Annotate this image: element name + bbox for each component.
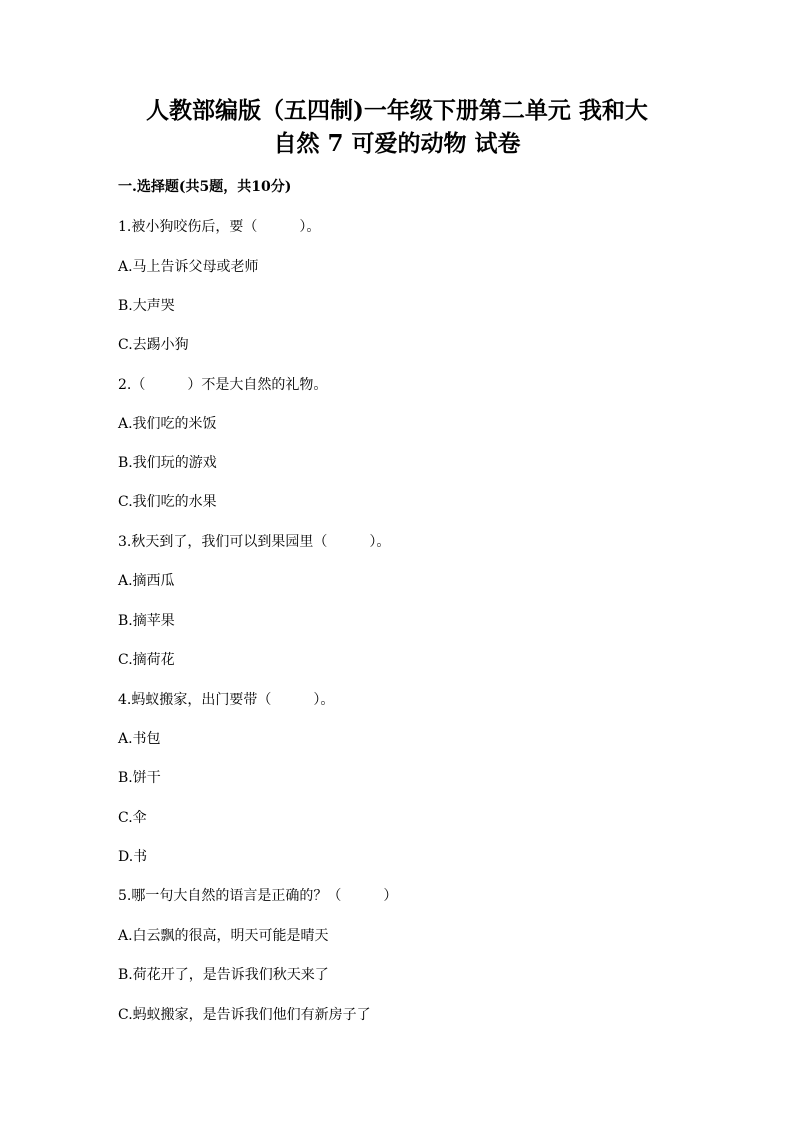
- question-3-stem: 3.秋天到了，我们可以到果园里（ ）。: [118, 534, 391, 550]
- question-4-option-b: B.饼干: [118, 770, 161, 786]
- question-1-option-b: B.大声哭: [118, 298, 175, 314]
- question-2-option-c: C.我们吃的水果: [118, 494, 217, 510]
- document-title-line-2: 自然 7 可爱的动物 试卷: [273, 130, 521, 157]
- question-2-option-b: B.我们玩的游戏: [118, 455, 217, 471]
- question-2-option-a: A.我们吃的米饭: [118, 416, 217, 432]
- question-3-option-a: A.摘西瓜: [118, 573, 175, 589]
- question-5-option-b: B.荷花开了，是告诉我们秋天来了: [118, 967, 329, 983]
- question-3-option-b: B.摘苹果: [118, 613, 175, 629]
- question-1-option-c: C.去踢小狗: [118, 337, 189, 353]
- question-1-option-a: A.马上告诉父母或老师: [118, 259, 259, 275]
- question-1-stem: 1.被小狗咬伤后，要（ ）。: [118, 219, 321, 235]
- question-2-stem: 2.（ ）不是大自然的礼物。: [118, 377, 328, 393]
- question-4-option-d: D.书: [118, 849, 148, 865]
- document-title-line-1: 人教部编版（五四制)一年级下册第二单元 我和大: [146, 97, 648, 124]
- question-5-option-a: A.白云飘的很高，明天可能是晴天: [118, 928, 329, 944]
- question-4-stem: 4.蚂蚁搬家，出门要带（ ）。: [118, 692, 335, 708]
- question-4-option-c: C.伞: [118, 810, 147, 826]
- section-heading: 一.选择题(共5题，共10分): [118, 179, 292, 195]
- question-5-option-c: C.蚂蚁搬家，是告诉我们他们有新房子了: [118, 1007, 371, 1023]
- question-3-option-c: C.摘荷花: [118, 652, 175, 668]
- question-5-stem: 5.哪一句大自然的语言是正确的？（ ）: [118, 888, 398, 904]
- question-4-option-a: A.书包: [118, 731, 161, 747]
